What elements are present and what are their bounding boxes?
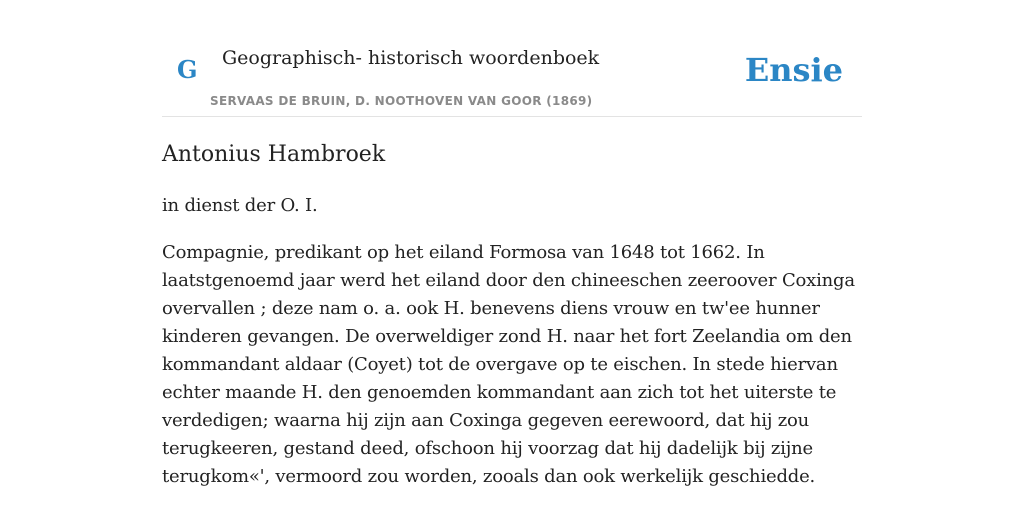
- book-authors: SERVAAS DE BRUIN, D. NOOTHOVEN VAN GOOR (1869): [210, 94, 593, 108]
- ensie-logo-link[interactable]: Ensie: [744, 51, 843, 89]
- entry-paragraph: Compagnie, predikant op het eiland Formosa van 1648 tot 1662. In laatstgenoemd jaar werd het eiland door den chineeschen zeeroover Coxinga overvallen ; deze nam o. a. ook H. benevens diens vrouw en tw'ee hunner kinderen gevangen. De overweldiger zond H. naar het fort Zeelandia om den kommandant aldaar (Coyet) tot de overgave op te eischen. In stede hiervan echter maande H. den genoemden kommandant aan zich tot het uiterste te verdedigen; waarna hij zijn aan Coxinga gegeven eerewoord, dat hij zou terugkeeren, gestand deed, ofschoon hij voorzag dat hij dadelijk bij zijne terugkom«', vermoord zou worden, zooals dan ook werkelijk geschiedde.: [162, 242, 855, 487]
- book-header: [162, 0, 862, 117]
- entry-body: [162, 192, 862, 510]
- book-title-link[interactable]: Geographisch- historisch woordenboek: [222, 47, 600, 69]
- entry-title: Antonius Hambroek: [162, 142, 386, 167]
- entry-paragraph: in dienst der O. I.: [162, 195, 318, 216]
- book-letter-icon[interactable]: G: [177, 55, 198, 84]
